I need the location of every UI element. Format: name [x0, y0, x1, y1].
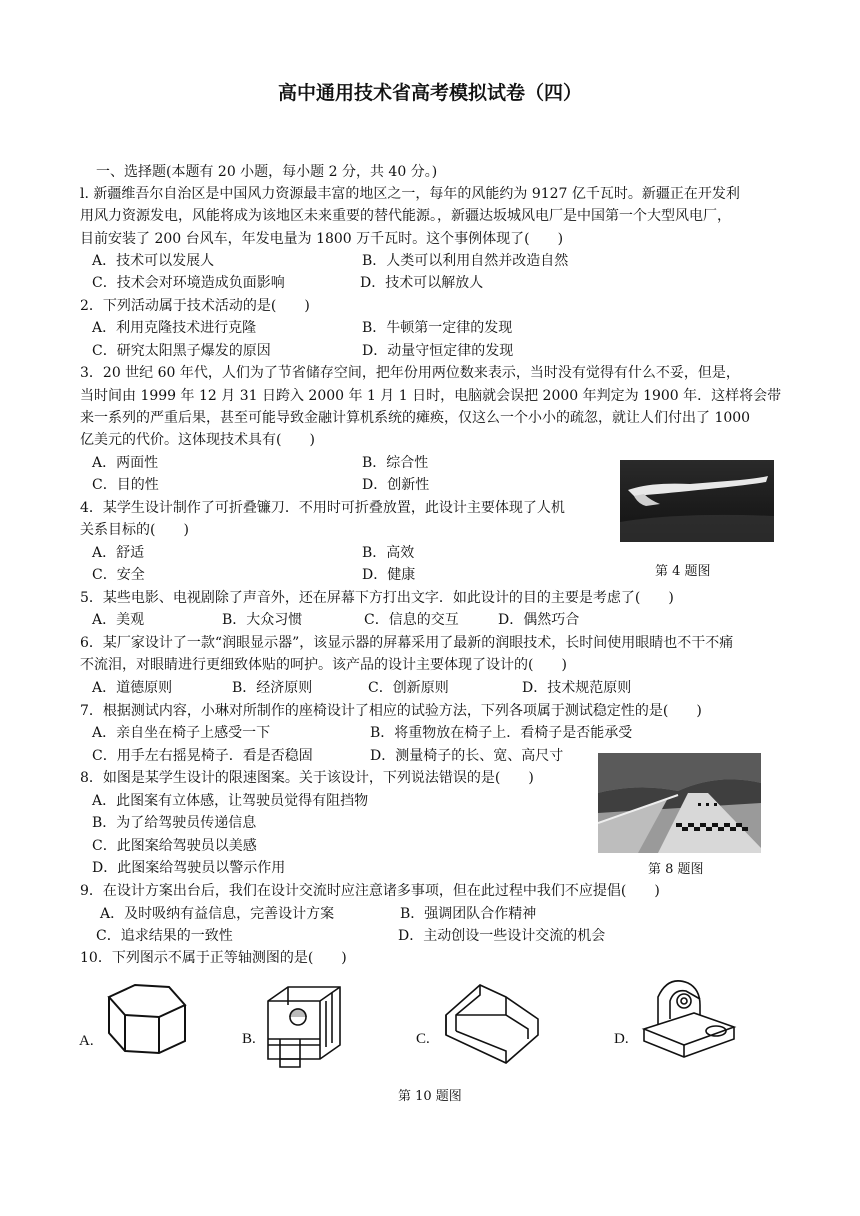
q5-option-a: A．美观 [92, 612, 145, 628]
q8-option-c: C．此图案给驾驶员以美感 [92, 838, 257, 854]
q4-option-a: A．舒适 [92, 545, 145, 561]
q7-option-c: C．用手左右摇晃椅子．看是否稳固 [92, 748, 313, 764]
q2-option-c: C．研究太阳黑子爆发的原因 [92, 343, 271, 359]
q3-text-3: 来一系列的严重后果，甚至可能导致金融计算机系统的瘫痪，仅这么一个小小的疏忽，就让人们付出了 1000 [80, 410, 751, 426]
q5-option-d: D．偶然巧合 [498, 612, 580, 628]
q9-option-a: A．及时吸纳有益信息，完善设计方案 [100, 906, 335, 922]
q5-option-c: C．信息的交互 [364, 612, 459, 628]
q1-text-2: 用风力资源发电，风能将成为该地区未来重要的替代能源。，新疆达坂城风电厂是中国第一个大型风电厂， [80, 208, 731, 224]
q2-option-a: A．利用克隆技术进行克隆 [92, 320, 257, 336]
q4-option-b: B．高效 [362, 545, 415, 561]
q3-text-1: 3．20 世纪 60 年代，人们为了节省储存空间，把年份用两位数来表示，当时没有觉得有什么不妥，但是， [80, 365, 740, 381]
q5-text: 5．某些电影、电视剧除了声音外，还在屏幕下方打出文字．如此设计的目的主要是考虑了( ) [80, 590, 674, 606]
q7-option-a: A．亲自坐在椅子上感受一下 [92, 725, 271, 741]
q1-option-d: D．技术可以解放人 [360, 275, 484, 291]
q1-text-1: l. 新疆维吾尔自治区是中国风力资源最丰富的地区之一，每年的风能约为 9127 亿千瓦时。新疆正在开发利 [80, 186, 740, 202]
q1-option-a: A．技术可以发展人 [92, 253, 215, 269]
q10-caption: 第 10 题图 [398, 1089, 462, 1104]
q10-label-b: B. [242, 1031, 256, 1047]
q4-text-1: 4．某学生设计制作了可折叠镰刀．不用时可折叠放置，此设计主要体现了人机 [80, 500, 565, 516]
q1-text-3: 目前安装了 200 台风车，年发电量为 1800 万千瓦时。这个事例体现了( ) [80, 231, 564, 247]
q10-figure-c [410, 975, 550, 1075]
q3-option-c: C．目的性 [92, 477, 159, 493]
q8-figure [598, 753, 761, 853]
q2-option-b: B．牛顿第一定律的发现 [362, 320, 513, 336]
q10-label-a: A. [79, 1033, 94, 1049]
q6-text-1: 6．某厂家设计了一款“润眼显示器”，该显示器的屏幕采用了最新的润眼技术，长时间使用眼睛也不干不痛 [80, 635, 734, 651]
section-heading: 一、选择题(本题有 20 小题，每小题 2 分，共 40 分。) [96, 164, 438, 180]
q10-label-c: C. [416, 1031, 430, 1047]
q4-option-c: C．安全 [92, 567, 145, 583]
q3-option-a: A．两面性 [92, 455, 159, 471]
page-title: 高中通用技术省高考模拟试卷（四） [277, 82, 582, 104]
q8-text: 8．如图是某学生设计的限速图案。关于该设计，下列说法错误的是( ) [80, 770, 534, 786]
q4-text-2: 关系目标的( ) [80, 522, 189, 538]
q10-figure-b [240, 975, 380, 1075]
q3-text-4: 亿美元的代价。这体现技术具有( ) [80, 432, 315, 448]
q3-option-b: B．综合性 [362, 455, 429, 471]
q10-figure-a [75, 975, 195, 1075]
q10-label-d: D. [614, 1031, 629, 1047]
q6-option-b: B．经济原则 [232, 680, 313, 696]
q9-option-c: C．追求结果的一致性 [96, 928, 233, 944]
q7-option-b: B．将重物放在椅子上．看椅子是否能承受 [370, 725, 633, 741]
q4-option-d: D．健康 [362, 567, 416, 583]
q10-text: 10．下列图示不属于正等轴测图的是( ) [80, 950, 347, 966]
q4-caption: 第 4 题图 [655, 564, 711, 579]
q2-text: 2．下列活动属于技术活动的是( ) [80, 298, 310, 314]
q7-text: 7．根据测试内容，小琳对所制作的座椅设计了相应的试验方法，下列各项属于测试稳定性的是( ) [80, 703, 702, 719]
q6-option-c: C．创新原则 [368, 680, 449, 696]
q8-option-b: B．为了给驾驶员传递信息 [92, 815, 257, 831]
q8-option-a: A．此图案有立体感，让驾驶员觉得有阻挡物 [92, 793, 369, 809]
q7-option-d: D．测量椅子的长、宽、高尺寸 [370, 748, 564, 764]
q9-option-d: D．主动创设一些设计交流的机会 [398, 928, 606, 944]
q3-option-d: D．创新性 [362, 477, 430, 493]
q5-option-b: B．大众习惯 [222, 612, 303, 628]
q8-option-d: D．此图案给驾驶员以警示作用 [92, 860, 286, 876]
q3-text-2: 当时间由 1999 年 12 月 31 日跨入 2000 年 1 月 1 日时，电脑就会误把 2000 年判定为 1900 年．这样将会带 [80, 388, 782, 404]
q9-text: 9．在设计方案出台后，我们在设计交流时应注意诸多事项，但在此过程中我们不应提倡( ) [80, 883, 660, 899]
q4-figure [620, 460, 774, 542]
q2-option-d: D．动量守恒定律的发现 [362, 343, 514, 359]
q6-option-d: D．技术规范原则 [522, 680, 632, 696]
q9-option-b: B．强调团队合作精神 [400, 906, 537, 922]
q6-option-a: A．道德原则 [92, 680, 173, 696]
q6-text-2: 不流泪，对眼睛进行更细致体贴的呵护。该产品的设计主要体现了设计的( ) [80, 657, 567, 673]
q10-figure-d [608, 975, 748, 1075]
q1-option-c: C．技术会对环境造成负面影响 [92, 275, 285, 291]
q1-option-b: B．人类可以利用自然并改造自然 [362, 253, 569, 269]
q8-caption: 第 8 题图 [648, 862, 704, 877]
